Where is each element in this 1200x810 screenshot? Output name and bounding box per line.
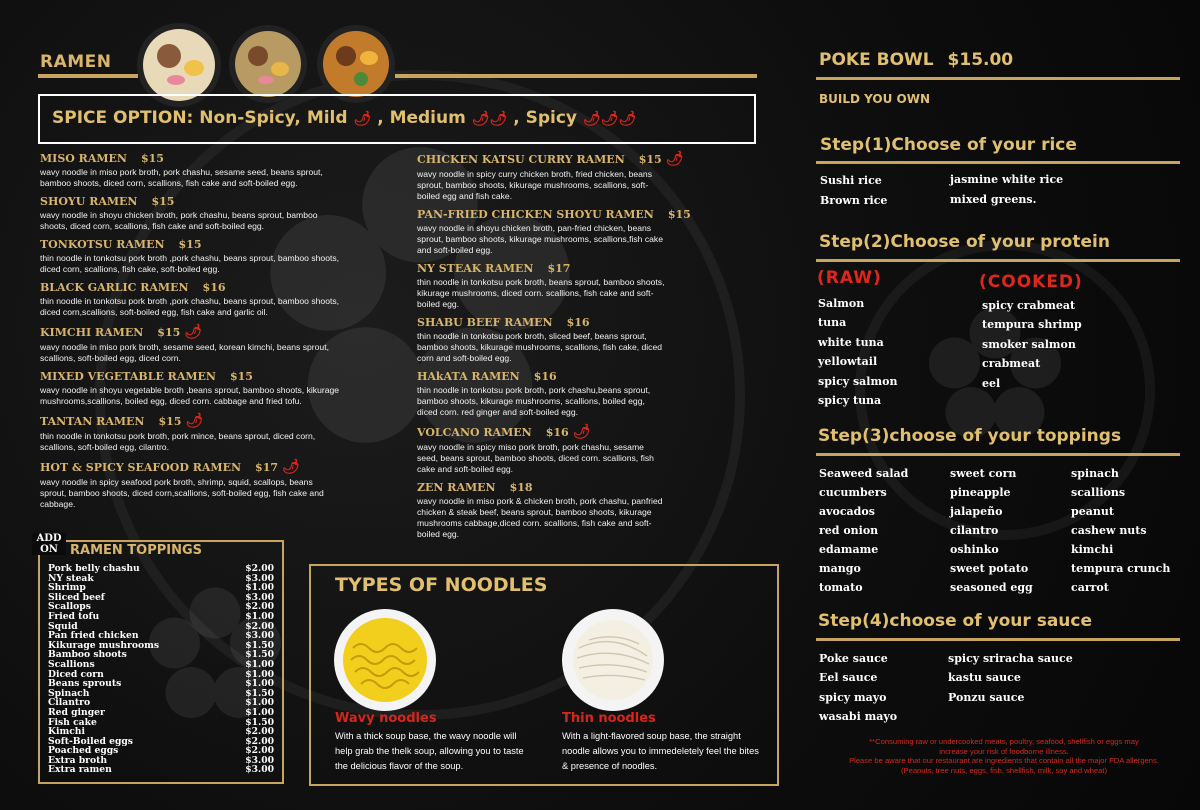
spice-option-spicy: , Spicy — [513, 108, 577, 128]
chili-icon: 🌶︎ — [184, 324, 203, 340]
ramen-item-title — [417, 481, 667, 494]
ramen-heading: RAMEN — [40, 52, 112, 72]
poke-option: spinach — [1071, 467, 1119, 480]
poke-option: scallions — [1071, 486, 1126, 499]
topping-price: $2.00 — [245, 601, 274, 613]
poke-option: Eel sauce — [819, 671, 878, 685]
chili-icon: 🌶︎ — [185, 413, 204, 429]
ramen-item-name: TANTAN RAMEN — [40, 415, 145, 428]
ramen-menu-item — [417, 208, 691, 256]
ramen-item-price: $17 — [547, 262, 571, 275]
ramen-item-price: $16 — [566, 316, 590, 329]
poke-option: peanut — [1071, 505, 1114, 518]
warning-line: **Consuming raw or undercooked meats, poultry, seafood, shellfish or eggs may — [869, 737, 1139, 746]
step1-rule — [816, 161, 1180, 164]
topping-price: $2.00 — [245, 745, 274, 757]
step3-heading: Step(3)choose of your toppings — [818, 426, 1122, 446]
poke-option: carrot — [1071, 581, 1109, 594]
ramen-item-title — [40, 195, 340, 208]
ramen-menu-item — [40, 195, 340, 232]
ramen-menu-item — [40, 459, 340, 510]
spice-option-box — [38, 94, 756, 144]
ramen-item-name: HOT & SPICY SEAFOOD RAMEN — [40, 461, 242, 474]
ramen-item-price: $17 — [255, 461, 279, 474]
ramen-item-name: SHABU BEEF RAMEN — [417, 316, 553, 329]
step4-rule — [816, 638, 1180, 641]
chili-icon: 🌶︎ — [353, 111, 372, 127]
poke-bowl-price: $15.00 — [947, 50, 1014, 70]
poke-option: tempura shrimp — [982, 318, 1082, 332]
ramen-menu-item — [417, 262, 667, 310]
topping-name: Shrimp — [48, 582, 86, 594]
poke-option: cilantro — [950, 524, 999, 537]
ramen-item-title — [417, 208, 691, 221]
topping-price: $1.00 — [245, 697, 274, 709]
topping-row — [48, 612, 274, 622]
ramen-item-name: ZEN RAMEN — [417, 481, 496, 494]
ramen-item-name: HAkATA RAMEN — [417, 370, 520, 383]
warning-line: increase your risk of foodborne illness. — [939, 746, 1069, 756]
ramen-item-description: wavy noodle in spicy seafood pork broth, shrimp, squid, scallops, beans sprout, bamboo shoots, diced corn,scallions, soft-boiled egg, fish cake and cabbage. — [40, 477, 324, 509]
wavy-noodles-description: With a thick soup base, the wavy noodle will help grab the thelk soup, allowing you to taste the delicious flavor of the soup. — [335, 731, 524, 771]
wavy-noodles-title: Wavy noodles — [335, 711, 437, 726]
topping-name: Kimchi — [48, 726, 85, 738]
ramen-item-title — [417, 424, 667, 440]
poke-option: wasabi mayo — [819, 709, 898, 723]
topping-name: NY steak — [48, 572, 94, 584]
ramen-item-name: MISO RAMEN — [40, 152, 127, 165]
warning-line: (Peanuts, tree nuts, eggs, fish, shellfish, milk, soy and wheat) — [901, 765, 1107, 775]
rice-option: mixed greens. — [950, 193, 1037, 206]
chili-icon: 🌶︎ — [282, 459, 300, 475]
ramen-item-description: thin noodle in tonkotsu pork broth ,pork chashu, beans sprout, bamboo shoots, diced corn, scallions, fish cake, soft-boiled egg. — [40, 253, 340, 274]
step3-rule — [816, 453, 1180, 456]
rice-option: Brown rice — [820, 194, 888, 207]
ramen-item-name: CHICKEN KATSU CURRY RAMEN — [417, 153, 625, 166]
poke-option: white tuna — [818, 335, 884, 349]
topping-price: $2.00 — [245, 620, 274, 632]
ramen-item-title — [40, 370, 340, 383]
ramen-item-description: thin noodle in tonkotsu pork broth ,pork chashu, beans sprout, bamboo shoots, diced corn,scallions, soft-boiled egg, fish cake and garlic oil. — [40, 296, 340, 317]
topping-price: $3.00 — [245, 591, 274, 603]
build-your-own-subtitle: BUILD YOU OWN — [819, 92, 931, 106]
topping-name: Extra broth — [48, 754, 108, 766]
allergen-warning — [820, 737, 1188, 775]
cooked-label: (COOKED) — [979, 272, 1083, 292]
poke-option: Salmon — [818, 297, 865, 310]
ramen-item-title — [40, 152, 340, 165]
ramen-item-title — [40, 324, 340, 340]
ramen-menu-item — [40, 281, 340, 318]
ramen-item-description: thin noodle in tonkotsu pork broth, beans sprout, bamboo shoots, kikurage mushrooms, diced corn. scallions, fish cake and soft-boiled egg. — [417, 277, 665, 309]
ramen-item-description: thin noodle in tonkotsu pork broth, pork mince, beans sprout, diced corn, scallions, soft-boiled egg, cilantro. — [40, 431, 316, 452]
ramen-item-description: wavy noodle in shoyu vegetable broth ,beans sprout, bamboo shoots, kikurage mushrooms,scallions, boiled egg, diced corn. cabbage and fried tofu. — [40, 385, 340, 406]
chili-icon: 🌶︎ — [572, 424, 591, 440]
poke-option: tomato — [819, 581, 863, 594]
topping-name: Fried tofu — [48, 610, 100, 622]
ramen-toppings-heading: RAMEN TOPPINGS — [70, 543, 203, 558]
poke-option: edamame — [819, 543, 879, 556]
topping-price: $2.00 — [245, 726, 274, 738]
topping-price: $3.00 — [245, 572, 274, 584]
ramen-item-name: BLACK GARLIC RAMEN — [40, 281, 189, 294]
topping-name: Spinach — [48, 687, 90, 699]
ramen-item-name: SHOYU RAMEN — [40, 195, 138, 208]
ramen-item-name: KIMCHI RAMEN — [40, 326, 144, 339]
ramen-item-title — [40, 238, 340, 251]
topping-name: Pork belly chashu — [48, 563, 140, 574]
poke-bowl-title — [819, 50, 1013, 70]
ramen-item-description: wavy noodle in miso pork broth, pork chashu, sesame seed, beans sprout, bamboo shoots, diced corn, scallions, fish cake and soft-boiled egg. — [40, 167, 323, 188]
topping-name: Cilantro — [48, 697, 91, 709]
poke-option: yellowtail — [818, 355, 878, 369]
ramen-menu-right-column — [417, 151, 691, 546]
topping-name: Bamboo shoots — [48, 649, 127, 661]
topping-name: Sliced beef — [48, 591, 105, 603]
poke-option: Seaweed salad — [819, 467, 909, 480]
poke-option: spicy mayo — [819, 690, 887, 704]
ramen-heading-rule — [38, 74, 138, 78]
ramen-item-description: wavy noodle in miso pork broth, sesame seed, korean kimchi, beans sprout, scallions, soft-boiled egg, diced corn. — [40, 342, 329, 363]
topping-name: Scallops — [48, 601, 91, 613]
types-of-noodles-heading: TYPES OF NOODLES — [335, 574, 548, 596]
ramen-item-description: wavy noodle in shoyu chicken broth, pork chashu, beans sprout, bamboo shoots, diced corn, scallions, fish cake and soft-boiled egg. — [40, 210, 318, 231]
topping-price: $1.00 — [245, 678, 274, 690]
poke-option: kastu sauce — [948, 671, 1021, 685]
ramen-item-name: TONKOTSU RAMEN — [40, 238, 165, 251]
add-on-label — [32, 533, 66, 555]
poke-option: cashew nuts — [1071, 524, 1147, 537]
poke-option: spicy crabmeat — [982, 299, 1076, 312]
ramen-menu-item — [417, 316, 667, 364]
topping-price: $3.00 — [245, 630, 274, 642]
poke-option: sweet potato — [950, 562, 1029, 575]
types-of-noodles-box — [309, 564, 779, 786]
ramen-menu-item — [417, 424, 667, 475]
ramen-menu-item — [417, 151, 684, 202]
thin-noodles-image — [561, 608, 665, 712]
ramen-heading-rule-right — [395, 74, 757, 78]
topping-row — [48, 765, 274, 775]
ramen-toppings-list — [48, 564, 274, 775]
topping-price: $1.00 — [245, 658, 274, 670]
poke-option: spicy salmon — [818, 374, 898, 388]
rice-option: jasmine white rice — [950, 173, 1064, 186]
poke-option: eel — [982, 376, 1001, 390]
topping-name: Diced corn — [48, 668, 104, 680]
ramen-menu-item — [40, 370, 340, 407]
ramen-item-price: $15 — [140, 152, 164, 165]
warning-line: Please be aware that our restaurant are ingredients that contain all the major FDA allergens. — [849, 756, 1159, 765]
ramen-item-title — [417, 316, 667, 329]
poke-option: mango — [819, 562, 861, 575]
ramen-menu-item — [40, 324, 340, 364]
ramen-item-title — [417, 262, 667, 275]
poke-option: Ponzu sauce — [948, 690, 1025, 704]
ramen-item-price: $15 — [158, 415, 182, 428]
poke-option: spicy sriracha sauce — [948, 652, 1073, 665]
topping-price: $1.00 — [245, 706, 274, 718]
thin-noodles-title: Thin noodles — [562, 711, 656, 726]
poke-bowl-title-text: POKE BOWL — [819, 50, 934, 70]
ramen-menu-left-column — [40, 152, 340, 516]
topping-price: $3.00 — [245, 754, 274, 766]
step1-heading: Step(1)Choose of your rice — [820, 135, 1077, 155]
poke-title-rule — [816, 77, 1180, 80]
ramen-item-description: wavy noodle in spicy curry chicken broth, fried chicken, beans sprout, bamboo shoots, kikurage mushrooms, scallions, soft-boiled egg and fish cake. — [417, 169, 653, 201]
add-on-label-line2: ON — [40, 544, 58, 555]
spice-option-mild: Mild — [306, 108, 348, 128]
ramen-menu-item — [40, 413, 340, 453]
topping-price: $2.00 — [245, 563, 274, 574]
thin-noodles-description: With a light-flavored soup base, the straight noodle allows you to immedeletely feel the bites & presence of noodles. — [562, 731, 759, 771]
step4-heading: Step(4)choose of your sauce — [818, 611, 1093, 631]
poke-option: smoker salmon — [982, 337, 1076, 351]
topping-price: $1.50 — [245, 639, 274, 651]
poke-option: cucumbers — [819, 486, 887, 499]
topping-name: Extra ramen — [48, 764, 112, 776]
poke-option: red onion — [819, 524, 879, 537]
ramen-item-title — [417, 370, 667, 383]
shoyu-ramen-bowl-image — [228, 24, 308, 104]
poke-option: avocados — [819, 505, 875, 518]
poke-option: sweet corn — [950, 467, 1017, 480]
ramen-menu-item — [40, 238, 340, 275]
spice-option-non-spicy: Non-Spicy, — [199, 108, 301, 128]
topping-name: Red ginger — [48, 706, 105, 718]
ramen-item-price: $15 — [667, 208, 691, 221]
ramen-item-price: $16 — [533, 370, 557, 383]
topping-name: Scallions — [48, 658, 95, 670]
ramen-item-title — [40, 281, 340, 294]
poke-option: pineapple — [950, 486, 1011, 499]
ramen-menu-item — [417, 370, 667, 418]
topping-name: Pan fried chicken — [48, 630, 139, 642]
ramen-item-name: NY STEAK RAMEN — [417, 262, 534, 275]
poke-option: tuna — [818, 316, 847, 330]
poke-option: seasoned egg — [950, 581, 1033, 594]
topping-name: Soft-Boiled eggs — [48, 735, 133, 747]
poke-option: kimchi — [1071, 543, 1114, 556]
ramen-item-description: wavy noodle in miso pork & chicken broth, pork chashu, panfried chicken & steak beef, beans sprout, bamboo shoots, kikurage mushrooms cabbage,diced corn. scallions, fish cake and soft-boiled egg. — [417, 496, 663, 539]
poke-option: oshinko — [950, 543, 999, 556]
curry-ramen-bowl-image — [316, 24, 396, 104]
ramen-item-title — [40, 413, 340, 429]
topping-price: $1.00 — [245, 610, 274, 622]
chili-icon: 🌶︎🌶︎🌶︎ — [582, 111, 637, 127]
topping-price: $1.50 — [245, 687, 274, 699]
topping-name: Kikurage mushrooms — [48, 639, 160, 651]
ramen-item-description: wavy noodle in shoyu chicken broth, pan-fried chicken, beans sprout, bamboo shoots, kikurage mushrooms, scallions,fish cake and soft-boiled egg. — [417, 223, 663, 255]
topping-name: Squid — [48, 620, 78, 632]
topping-name: Poached eggs — [48, 745, 119, 757]
add-on-label-line1: ADD — [36, 533, 62, 544]
wavy-noodles-image — [333, 608, 437, 712]
ramen-item-description: wavy noodle in spicy miso pork broth, pork chashu, sesame seed, beans sprout, bamboo shoots, diced corn. scallions, fish cake and soft-boiled egg. — [417, 442, 654, 474]
ramen-item-description: thin noodle in tonkotsu pork broth, pork chashu,beans sprout, bamboo shoots, kikurage mushrooms, scallions, boiled egg, diced corn. red ginger and soft-boiled egg. — [417, 385, 651, 417]
topping-price: $1.00 — [245, 668, 274, 680]
topping-price: $1.50 — [245, 649, 274, 661]
ramen-item-price: $15 — [178, 238, 202, 251]
ramen-item-price: $15 — [151, 195, 175, 208]
ramen-item-price: $16 — [545, 426, 569, 439]
ramen-menu-item — [40, 152, 340, 189]
raw-label: (RAW) — [817, 268, 882, 288]
ramen-item-price: $15 — [157, 326, 181, 339]
rice-option: Sushi rice — [820, 174, 882, 187]
poke-option: tempura crunch — [1071, 562, 1171, 575]
ramen-menu-item — [417, 481, 667, 540]
ramen-item-name: VOLCANO RAMEN — [417, 426, 532, 439]
poke-option: spicy tuna — [818, 394, 882, 407]
spice-option-medium: , Medium — [377, 108, 466, 128]
spice-option-text — [52, 108, 636, 128]
chili-icon: 🌶︎ — [665, 151, 684, 167]
topping-price: $1.00 — [245, 582, 274, 594]
topping-name: Beans sprouts — [48, 678, 122, 690]
ramen-item-title — [417, 151, 684, 167]
ramen-item-price: $15 — [229, 370, 253, 383]
poke-option: crabmeat — [982, 357, 1041, 371]
ramen-item-price: $15 — [638, 153, 662, 166]
step2-heading: Step(2)Choose of your protein — [819, 232, 1110, 252]
ramen-item-name: MIXED VEGETABLE RAMEN — [40, 370, 216, 383]
chili-icon: 🌶︎🌶︎ — [471, 111, 508, 127]
topping-name: Fish cake — [48, 716, 97, 728]
topping-price: $2.00 — [245, 735, 274, 747]
ramen-item-price: $16 — [202, 281, 226, 294]
poke-option: jalapeño — [950, 505, 1003, 518]
ramen-item-name: PAN-FRIED CHICKEN SHOYU RAMEN — [417, 208, 654, 221]
step2-rule — [816, 259, 1180, 262]
ramen-item-price: $18 — [509, 481, 533, 494]
topping-price: $3.00 — [245, 764, 274, 776]
ramen-item-title — [40, 459, 340, 475]
ramen-item-description: thin noodle in tonkotsu pork broth, sliced beef, beans sprout, bamboo shoots, kikurage mushrooms, scallions, fish cake, diced corn and soft-boiled egg. — [417, 331, 663, 363]
spice-label: SPICE OPTION: — [52, 108, 194, 128]
poke-option: Poke sauce — [819, 652, 888, 665]
topping-price: $1.50 — [245, 716, 274, 728]
